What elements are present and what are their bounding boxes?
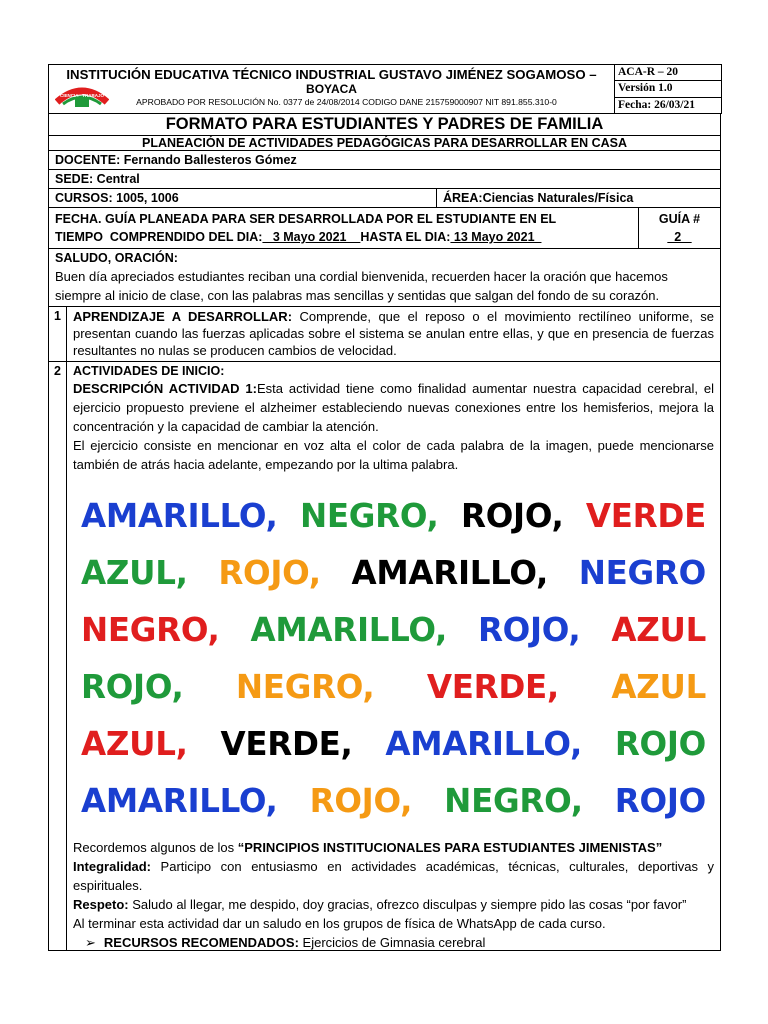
color-word: VERDE, (220, 725, 353, 763)
document-version: Versión 1.0 (615, 81, 721, 97)
exercise-text: El ejercicio consiste en mencionar en voz alta el color de cada palabra de la imagen, puede mencionarse también de atrás hacia adelante, empezando por la ultima palabra. (73, 438, 714, 472)
actividades-title: ACTIVIDADES DE INICIO: (73, 364, 225, 378)
saludo-title: SALUDO, ORACIÓN: (55, 251, 178, 265)
form-title: FORMATO PARA ESTUDIANTES Y PADRES DE FAMILIA (48, 114, 721, 136)
guia-number: 2 (667, 230, 692, 244)
color-word: ROJO (614, 782, 706, 820)
fecha-prefix: TIEMPO COMPRENDIDO DEL DIA: (55, 230, 263, 244)
color-word: AMARILLO, (351, 554, 549, 592)
fecha-middle: HASTA EL DIA: (360, 230, 451, 244)
color-word: AMARILLO, (385, 725, 582, 763)
color-word-line (73, 545, 714, 602)
aprendizaje-text: Comprende, que el reposo o el movimiento rectilíneo uniforme, se presentan cuando las fuerzas aplicadas sobre el sistema se anulan entre ellas, y que en presencia de fuerzas resultantes no nulas se producen cambios de velocidad. (73, 309, 714, 358)
respeto-text: Saludo al llegar, me despido, doy gracias, ofrezco disculpas y siempre pido las cosas “por favor” (128, 897, 687, 912)
institution-name: INSTITUCIÓN EDUCATIVA TÉCNICO INDUSTRIAL GUSTAVO JIMÉNEZ SOGAMOSO – (66, 67, 597, 82)
closing-text: Al terminar esta actividad dar un saludo en los grupos de física de WhatsApp de cada curso. (73, 916, 606, 931)
color-word: NEGRO, (444, 782, 583, 820)
color-word-line (73, 488, 714, 545)
section-1 (48, 307, 721, 362)
principles-title: “PRINCIPIOS INSTITUCIONALES PARA ESTUDIANTES JIMENISTAS” (237, 840, 663, 855)
color-word-line (73, 716, 714, 773)
fecha-row (48, 208, 721, 249)
institution-block (49, 65, 614, 113)
color-word: AMARILLO, (81, 497, 278, 535)
guia-field (639, 208, 720, 248)
color-word: ROJO (614, 725, 706, 763)
guia-label: GUÍA # (658, 212, 701, 226)
docente-field: DOCENTE: Fernando Ballesteros Gómez (48, 151, 721, 170)
fecha-line2 (55, 228, 632, 246)
section-1-number: 1 (49, 307, 67, 361)
saludo-text: Buen día apreciados estudiantes reciban una cordial bienvenida, recuerden hacer la oración que hacemos siempre al inicio de clase, con las palabras mas sencillas y sentidas que salgan del fondo de su corazón. (55, 269, 668, 303)
recursos-label: RECURSOS RECOMENDADOS: (103, 935, 299, 950)
school-logo-text: CIENCIA · TRABAJO (59, 93, 105, 98)
respeto-paragraph (73, 895, 714, 914)
respeto-label: Respeto: (73, 897, 129, 912)
color-word: VERDE, (426, 668, 559, 706)
color-word: AZUL (611, 668, 706, 706)
aprendizaje-label: APRENDIZAJE A DESARROLLAR: (73, 309, 293, 324)
color-word: AZUL, (81, 554, 188, 592)
color-word: AMARILLO, (250, 611, 448, 649)
header-table (48, 64, 722, 114)
area-field: ÁREA:Ciencias Naturales/Física (443, 191, 634, 205)
integralidad-text: Participo con entusiasmo en actividades académicas, técnicas, culturales, deportivas y espirituales. (73, 859, 714, 893)
color-word: VERDE (585, 497, 706, 535)
color-word: NEGRO, (300, 497, 439, 535)
fecha-line1: FECHA. GUÍA PLANEADA PARA SER DESARROLLADA POR EL ESTUDIANTE EN EL (55, 212, 557, 226)
school-logo (55, 78, 109, 110)
fecha-field (49, 208, 639, 248)
institution-city: BOYACA (306, 82, 357, 96)
color-word: AZUL (611, 611, 706, 649)
recursos-text: Ejercicios de Gimnasia cerebral (298, 935, 486, 950)
fecha-start: 3 Mayo 2021 (262, 230, 361, 244)
sede-field: SEDE: Central (48, 170, 721, 189)
section-2-content (67, 362, 720, 950)
color-words-exercise (73, 488, 714, 830)
document-date: Fecha: 26/03/21 (618, 98, 695, 111)
document-codes (615, 65, 721, 113)
color-word-line (73, 773, 714, 830)
color-word: ROJO, (460, 497, 564, 535)
color-word: ROJO, (477, 611, 581, 649)
document (48, 64, 721, 951)
color-word: NEGRO (578, 554, 706, 592)
approval-line: APROBADO POR RESOLUCIÓN No. 0377 de 24/08/2014 CODIGO DANE 215759000907 NIT 891.855.310-0 (136, 97, 557, 107)
integralidad-paragraph (73, 857, 714, 895)
principles-intro: Recordemos algunos de los (73, 840, 238, 855)
color-word: AMARILLO, (81, 782, 278, 820)
recursos-line (73, 933, 714, 952)
descripcion-paragraph (73, 379, 714, 436)
cursos-field: CURSOS: 1005, 1006 (49, 189, 437, 207)
cursos-area-row (48, 189, 721, 208)
section-2 (48, 362, 721, 951)
color-word: NEGRO, (81, 611, 220, 649)
section-1-content (67, 307, 720, 361)
color-word: NEGRO, (235, 668, 375, 706)
principles-intro-line (73, 838, 714, 857)
color-word-line (73, 659, 714, 716)
color-word: AZUL, (81, 725, 188, 763)
descripcion-text: Esta actividad tiene como finalidad aumentar nuestra capacidad cerebral, el ejercicio propuesto previene el alzheimer estableciendo nuevas conexiones entre los hemisferios, mejora la concentración y la capacidad de cambiar la atención. (73, 381, 714, 434)
color-word: ROJO, (81, 668, 184, 706)
color-word: ROJO, (218, 554, 321, 592)
section-2-number: 2 (49, 362, 67, 950)
document-code: ACA-R – 20 (615, 65, 721, 81)
descripcion-label: DESCRIPCIÓN ACTIVIDAD 1: (73, 381, 257, 396)
form-subtitle: PLANEACIÓN DE ACTIVIDADES PEDAGÓGICAS PARA DESARROLLAR EN CASA (48, 136, 721, 151)
saludo-section (48, 249, 721, 307)
color-word: ROJO, (309, 782, 413, 820)
integralidad-label: Integralidad: (73, 859, 152, 874)
fecha-end: 13 Mayo 2021 (450, 230, 542, 244)
color-word-line (73, 602, 714, 659)
arrow-bullet-icon: ➢ (85, 935, 96, 950)
